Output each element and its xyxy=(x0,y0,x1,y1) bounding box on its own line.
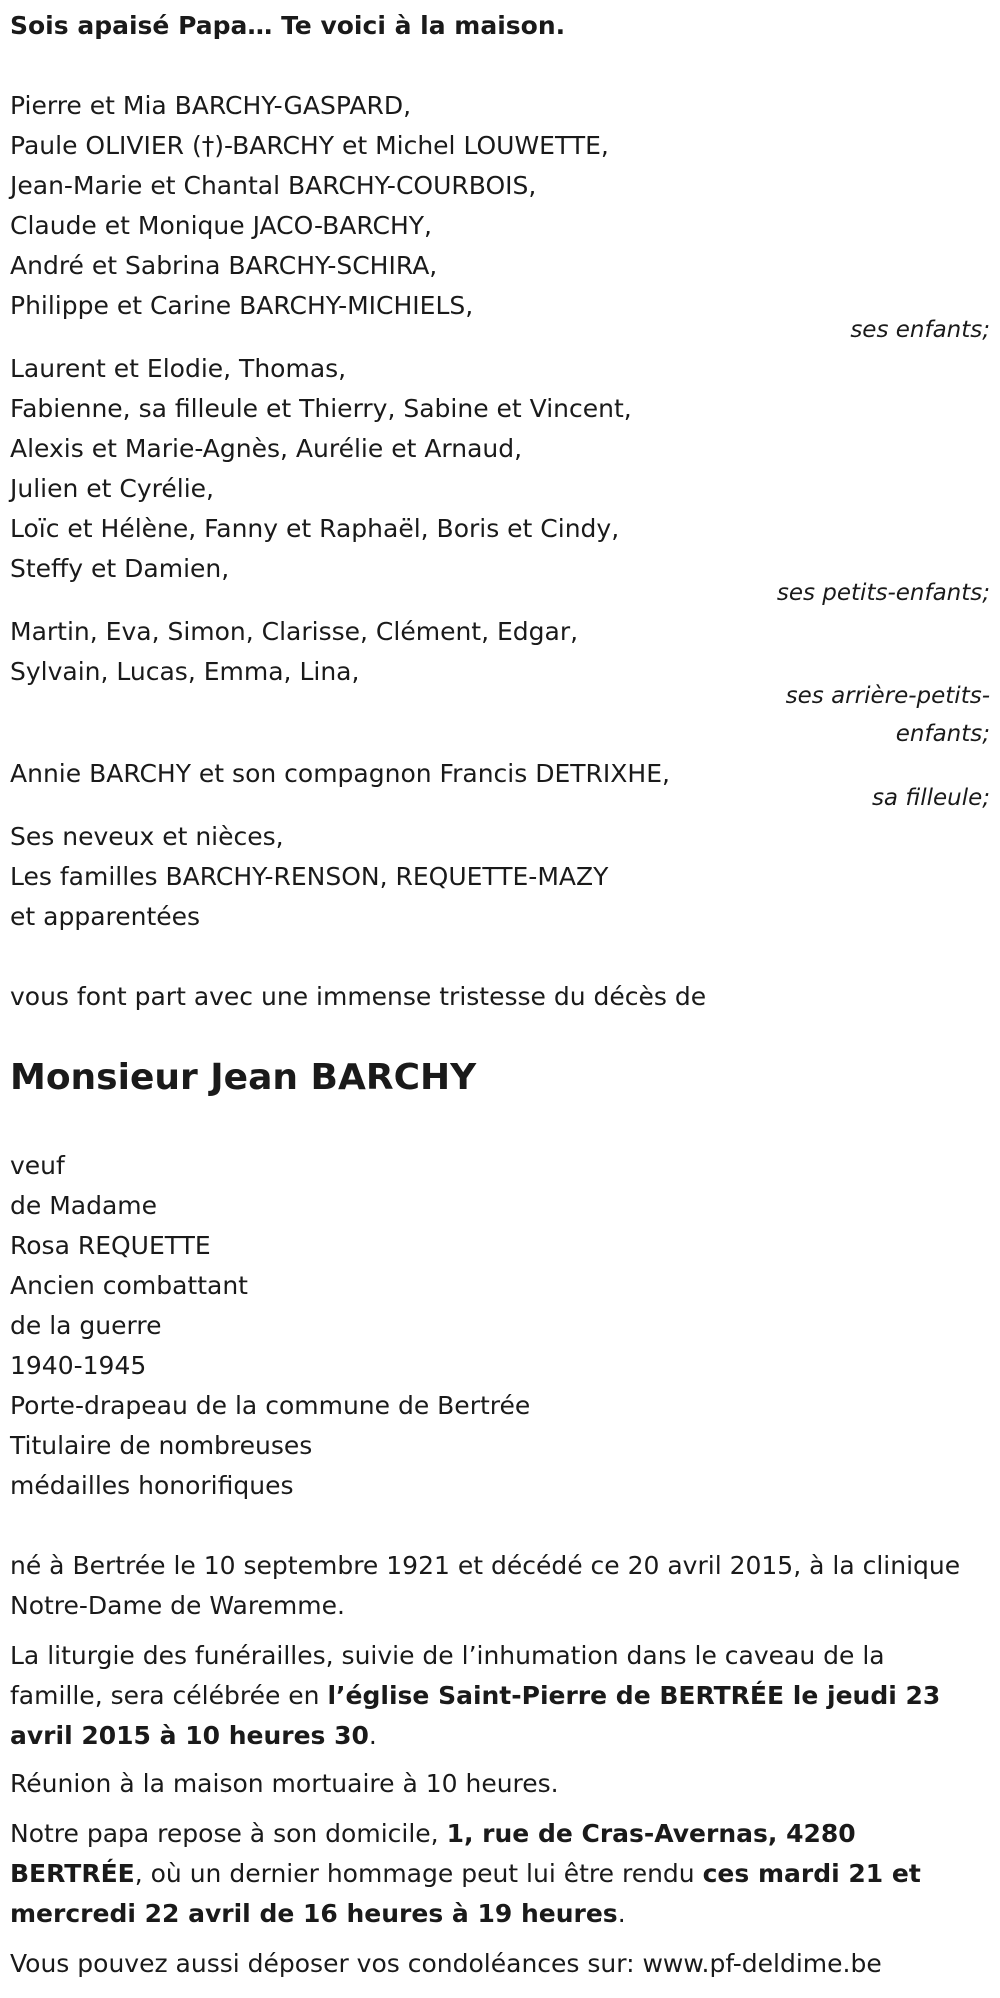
great-grandchildren-role: ses arrière-petits- xyxy=(785,683,990,709)
funeral-location-date: l’église Saint-Pierre de BERTRÉE le jeudi 23 avril 2015 à 10 heures 30 xyxy=(10,1681,941,1750)
detail-line: Ancien combattant xyxy=(10,1271,248,1300)
grandchildren-role: ses petits-enfants; xyxy=(776,580,990,606)
birth-death-paragraph: né à Bertrée le 10 septembre 1921 et décédé ce 20 avril 2015, à la clinique Notre-Dame de Waremme. xyxy=(10,1551,961,1620)
funeral-end: . xyxy=(368,1721,377,1750)
deceased-name: Monsieur Jean BARCHY xyxy=(10,1057,477,1098)
goddaughter-line: Annie BARCHY et son compagnon Francis DETRIXHE, xyxy=(10,759,670,788)
relatives-line: Les familles BARCHY-RENSON, REQUETTE-MAZY xyxy=(10,862,609,891)
relatives-line: et apparentées xyxy=(10,902,201,931)
condolences: Vous pouvez aussi déposer vos condoléances sur: www.pf-deldime.be xyxy=(10,1949,882,1978)
resting-paragraph xyxy=(10,1814,980,1934)
grandchildren-line: Julien et Cyrélie, xyxy=(10,474,214,503)
grandchildren-line: Fabienne, sa filleule et Thierry, Sabine et Vincent, xyxy=(10,394,632,423)
meeting-paragraph: Réunion à la maison mortuaire à 10 heures. xyxy=(10,1769,559,1798)
detail-line: de la guerre xyxy=(10,1311,162,1340)
announcement: vous font part avec une immense tristesse du décès de xyxy=(10,982,707,1011)
grandchildren-line: Laurent et Elodie, Thomas, xyxy=(10,354,347,383)
detail-line: de Madame xyxy=(10,1191,158,1220)
children-line: Jean-Marie et Chantal BARCHY-COURBOIS, xyxy=(10,171,537,200)
great-grandchildren-line: Sylvain, Lucas, Emma, Lina, xyxy=(10,657,360,686)
goddaughter-role: sa filleule; xyxy=(871,785,990,811)
detail-line: Titulaire de nombreuses xyxy=(10,1431,313,1460)
children-line: Pierre et Mia BARCHY-GASPARD, xyxy=(10,91,412,120)
funeral-text: La liturgie des funérailles, suivie de l’inhumation dans le caveau de la famille, sera célébrée en xyxy=(10,1641,885,1710)
children-line: Paule OLIVIER (†)-BARCHY et Michel LOUWETTE, xyxy=(10,131,609,160)
resting-text: Notre papa repose à son domicile, xyxy=(10,1819,447,1848)
detail-line: 1940-1945 xyxy=(10,1351,147,1380)
relatives-line: Ses neveux et nièces, xyxy=(10,822,284,851)
children-line: Claude et Monique JACO-BARCHY, xyxy=(10,211,432,240)
resting-address: 1, rue de Cras-Avernas, 4280 BERTRÉE xyxy=(10,1819,856,1888)
grandchildren-line: Alexis et Marie-Agnès, Aurélie et Arnaud, xyxy=(10,434,523,463)
funeral-paragraph xyxy=(10,1636,980,1756)
children-role: ses enfants; xyxy=(850,317,990,343)
grandchildren-line: Steffy et Damien, xyxy=(10,554,230,583)
children-line: André et Sabrina BARCHY-SCHIRA, xyxy=(10,251,438,280)
detail-line: médailles honorifiques xyxy=(10,1471,294,1500)
detail-line: Rosa REQUETTE xyxy=(10,1231,211,1260)
resting-hours: ces mardi 21 et mercredi 22 avril de 16 heures à 19 heures xyxy=(10,1859,921,1928)
detail-line: veuf xyxy=(10,1151,65,1180)
resting-end: . xyxy=(617,1899,626,1928)
great-grandchildren-role: enfants; xyxy=(895,721,990,747)
detail-line: Porte-drapeau de la commune de Bertrée xyxy=(10,1391,531,1420)
grandchildren-line: Loïc et Hélène, Fanny et Raphaël, Boris et Cindy, xyxy=(10,514,620,543)
resting-text: , où un dernier hommage peut lui être rendu xyxy=(134,1859,703,1888)
heading: Sois apaisé Papa… Te voici à la maison. xyxy=(10,11,566,40)
children-line: Philippe et Carine BARCHY-MICHIELS, xyxy=(10,291,474,320)
great-grandchildren-line: Martin, Eva, Simon, Clarisse, Clément, Edgar, xyxy=(10,617,579,646)
